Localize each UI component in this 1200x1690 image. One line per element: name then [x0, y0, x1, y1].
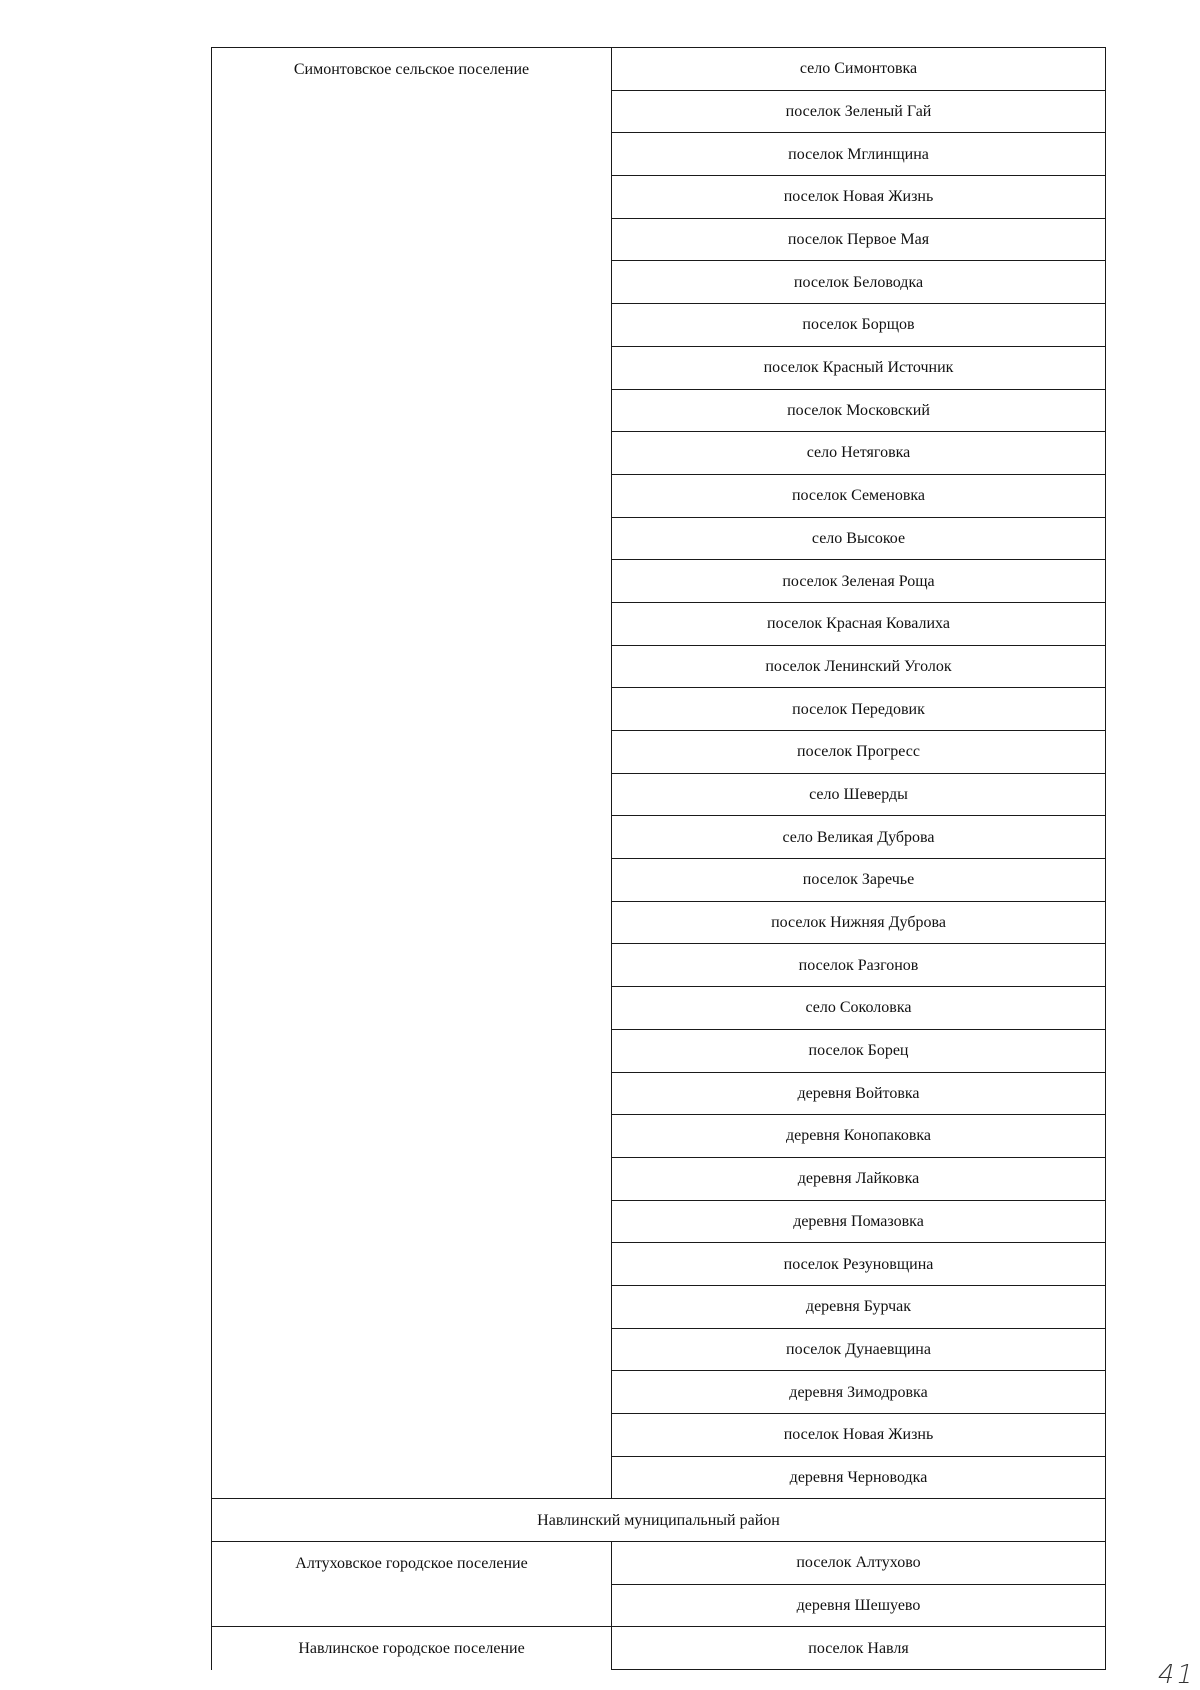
- locality-name: деревня Бурчак: [612, 1285, 1106, 1328]
- locality-name: деревня Конопаковка: [612, 1115, 1106, 1158]
- locality-name: поселок Красная Ковалиха: [612, 602, 1106, 645]
- district-name: Навлинский муниципальный район: [212, 1499, 1106, 1542]
- district-row: [212, 1499, 1106, 1542]
- locality-name: поселок Прогресс: [612, 731, 1106, 774]
- locality-name: поселок Передовик: [612, 688, 1106, 731]
- locality-name: деревня Зимодровка: [612, 1371, 1106, 1414]
- locality-name: деревня Помазовка: [612, 1200, 1106, 1243]
- locality-name: поселок Беловодка: [612, 261, 1106, 304]
- locality-name: деревня Черноводка: [612, 1456, 1106, 1499]
- locality-name: поселок Семеновка: [612, 474, 1106, 517]
- locality-name: поселок Алтухово: [612, 1542, 1106, 1585]
- locality-name: село Нетяговка: [612, 432, 1106, 475]
- locality-name: село Шеверды: [612, 773, 1106, 816]
- locality-name: поселок Зеленая Роща: [612, 560, 1106, 603]
- locality-name: поселок Зеленый Гай: [612, 90, 1106, 133]
- locality-name: поселок Борщов: [612, 304, 1106, 347]
- locality-name: поселок Первое Мая: [612, 218, 1106, 261]
- settlement-name: Алтуховское городское поселение: [212, 1542, 612, 1627]
- settlements-table: [211, 47, 1106, 1670]
- locality-name: село Соколовка: [612, 987, 1106, 1030]
- page-number: 41: [1154, 1660, 1199, 1690]
- locality-name: поселок Ленинский Уголок: [612, 645, 1106, 688]
- table-row: [212, 48, 1106, 91]
- locality-name: село Высокое: [612, 517, 1106, 560]
- locality-name: поселок Резуновщина: [612, 1243, 1106, 1286]
- locality-name: деревня Лайковка: [612, 1157, 1106, 1200]
- locality-name: поселок Борец: [612, 1029, 1106, 1072]
- settlement-name: Навлинское городское поселение: [212, 1627, 612, 1670]
- locality-name: поселок Красный Источник: [612, 346, 1106, 389]
- locality-name: поселок Новая Жизнь: [612, 1414, 1106, 1457]
- locality-name: деревня Шешуево: [612, 1584, 1106, 1627]
- locality-name: поселок Новая Жизнь: [612, 176, 1106, 219]
- locality-name: поселок Дунаевщина: [612, 1328, 1106, 1371]
- locality-name: село Симонтовка: [612, 48, 1106, 91]
- locality-name: поселок Навля: [612, 1627, 1106, 1670]
- locality-name: поселок Заречье: [612, 859, 1106, 902]
- locality-name: село Великая Дуброва: [612, 816, 1106, 859]
- table-row: [212, 1627, 1106, 1670]
- locality-name: поселок Мглинщина: [612, 133, 1106, 176]
- locality-name: поселок Московский: [612, 389, 1106, 432]
- locality-name: деревня Войтовка: [612, 1072, 1106, 1115]
- settlement-name: Симонтовское сельское поселение: [212, 48, 612, 1499]
- table-row: [212, 1542, 1106, 1585]
- locality-name: поселок Нижняя Дуброва: [612, 901, 1106, 944]
- locality-name: поселок Разгонов: [612, 944, 1106, 987]
